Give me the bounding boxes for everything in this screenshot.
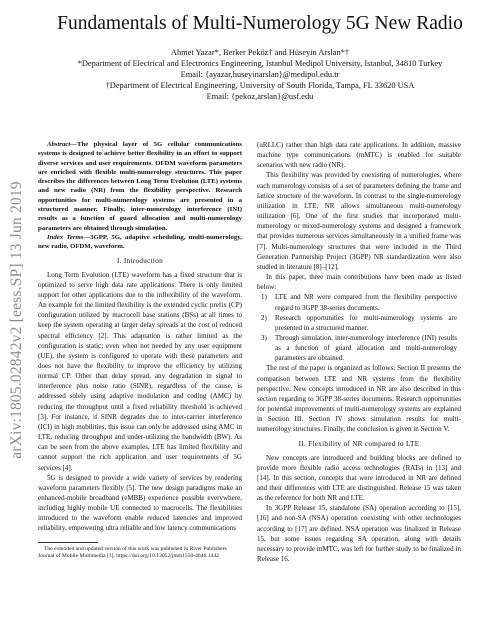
email-2: Email: {pekoz,arslan}@usf.edu [206, 92, 314, 101]
list-item [257, 313, 461, 333]
paper-title: Fundamentals of Multi-Numerology 5G New Radio [57, 13, 463, 34]
list-item [257, 333, 461, 363]
list-item-text: Research opportunities for multi-numerology systems are presented in a structured manner. [275, 313, 457, 332]
right-paragraph-5: New concepts are introduced and building blocks are defined to provide more flexible radio access technologies (RATs) in [13] and [14]. In this section, concepts that were introduced in NR are defined and their differences with LTE are distinguished. Release 15 was taken as the reference for both NR and LTE. [257, 453, 461, 503]
author-block [40, 47, 480, 102]
right-paragraph-2: This flexibility was provided by coexisting of numerologies, where each numerology consists of a set of parameters defining the frame and lattice structure of the waveform. In contrast to the single-numerology utilization in LTE, NR allows simultaneous multi-numerology utilization [6]. One of the first studies that incorporated multi-numerology or mixed-numerology systems and designed a framework that provides numerous services simultaneously in a unified frame was [7]. Multi-numerology structures that were included in the Third Generation Partnership Project (3GPP) NR standardization were also studied in literature [8]–[12]. [257, 171, 461, 271]
list-item-number: 2) [261, 313, 267, 322]
footnote: The extended and updated version of this work was published in River Publishers Journal of Mobile Multimedia [1]. https://doi.org/10.13052/jmm1550-4646.1442 [38, 545, 227, 560]
arxiv-side-identifier [4, 150, 30, 490]
section-heading-flexibility: II. Flexibility of NR compared to LTE [298, 439, 420, 448]
footnote-divider [38, 542, 98, 543]
index-terms-text: —3GPP, 5G, adaptive scheduling, multi-numerology, new radio, OFDM, waveform. [38, 233, 242, 251]
list-item-number: 3) [261, 333, 267, 342]
list-item-number: 1) [261, 293, 267, 302]
right-paragraph-1: (uRLLC) rather than high data rate applications. In addition, massive machine type communications (mMTC) is enabled for suitable scenarios with new radio (NR). [257, 141, 461, 170]
index-terms-lead: Index Terms [47, 233, 84, 241]
list-item-text: Through simulation, inter-numerology interference (INI) results as a function of guard allocation and multi-numerology parameters are obtained. [275, 333, 457, 363]
right-paragraph-3: In this paper, three main contributions have been made as listed below: [257, 273, 461, 292]
abstract-text: —The physical layer of 5G cellular communications systems is designed to achieve better flexibility in an effort to support diverse services and user requirements. OFDM waveform parameters are enriched with flexible multi-numerology structures. This paper describes the differences between Long Term Evolution (LTE) systems and new radio (NR) from the flexibility perspective. Research opportunities for multi-numerology systems are presented in a structured manner. Finally, inter-numerology interference (INI) results as a function of guard allocation and multi-numerology parameters are obtained through simulation. [38, 141, 242, 232]
left-column [38, 140, 242, 561]
right-column [257, 140, 461, 564]
abstract-lead: Abstract [47, 141, 71, 148]
affiliation-1: *Department of Electrical and Electronics Engineering, Istanbul Medipol University, Istanbul, 34810 Turkey [77, 59, 443, 68]
list-item [257, 292, 461, 312]
intro-paragraph-1: Long Term Evolution (LTE) waveform has a fixed structure that is optimized to serve high data rate applications. There is only limited support for other applications due to the inflexibility of the waveform. An example for the limited flexibility is the extended cyclic prefix (CP) configuration utilized by macrocell base stations (BSs) at all times to keep the system operating at larger delay spreads at the cost of reduced spectral efficiency [2]. This adaptation is rather limited as the configuration is static; even when not needed by any user equipment (UE), the system is configured to operate with these parameters and does not have the flexibility to improve the efficiency by utilizing normal CP. Other than delay spread, any degradation in signal to interference plus noise ratio (SINR), regardless of the cause, is addressed solely using adaptive modulation and coding (AMC) by reducing the throughput until a fixed reliability threshold is achieved [3]. For instance, if SINR degrades due to inter-carrier interference (ICI) in high mobilities, this issue can only be addressed using AMC in LTE, reducing throughput and under-utilizing the bandwidth (BW). As can be seen from the above examples, LTE has limited flexibility and cannot support the rich application and user requirements of 5G services [4]. [38, 270, 242, 472]
intro-paragraph-2: 5G is designed to provide a wide variety of services by rendering waveform parameters flexibly [5]. The new design paradigms make an enhanced-mobile broadband (eMBB) experience possible everywhere, including highly mobile UE connected to macrocells. The flexibilities introduced to the waveform enable reduced latencies and improved reliability, empowering ultra reliable and low latency communications [38, 473, 242, 533]
abstract [38, 140, 242, 233]
right-paragraph-4: The rest of the paper is organized as follows: Section II presents the comparison between LTE and NR systems from the flexibility perspective. New concepts introduced in NR are also described in this section regarding to 3GPP 38-series documents. Research opportunities for potential improvements of multi-numerology systems are explained in Section III. Section IV shows simulation results for multi-numerology structures. Finally, the conclusion is given in Section V. [257, 364, 461, 434]
section-heading-introduction: I. Introduction [116, 256, 164, 265]
email-1: Email: {ayazar,huseyinarslan}@medipol.edu.tr [180, 70, 340, 79]
contributions-list [257, 292, 461, 363]
right-paragraph-6: In 3GPP Release 15, standalone (SA) operation according to [15], [16] and non-SA (NSA) operation coexisting with other technologies according to [17] are defined. NSA operation was finalized in Release 15, but some issues regarding SA operation, along with details necessary to provide mMTC, was left for further study to be finalized in Release 16. [257, 504, 461, 564]
arxiv-identifier-text: arXiv:1805.02842v2 [eess.SP] 13 Jun 2019 [8, 181, 25, 459]
index-terms [38, 233, 242, 252]
list-item-text: LTE and NR were compared from the flexibility perspective regard to 3GPP 38-series documents. [275, 293, 457, 312]
author-names: Ahmet Yazar*, Berker Peköz† and Hüseyin Arslan*† [170, 48, 350, 57]
affiliation-2: †Department of Electrical Engineering, University of South Florida, Tampa, FL 33620 USA [105, 81, 415, 90]
